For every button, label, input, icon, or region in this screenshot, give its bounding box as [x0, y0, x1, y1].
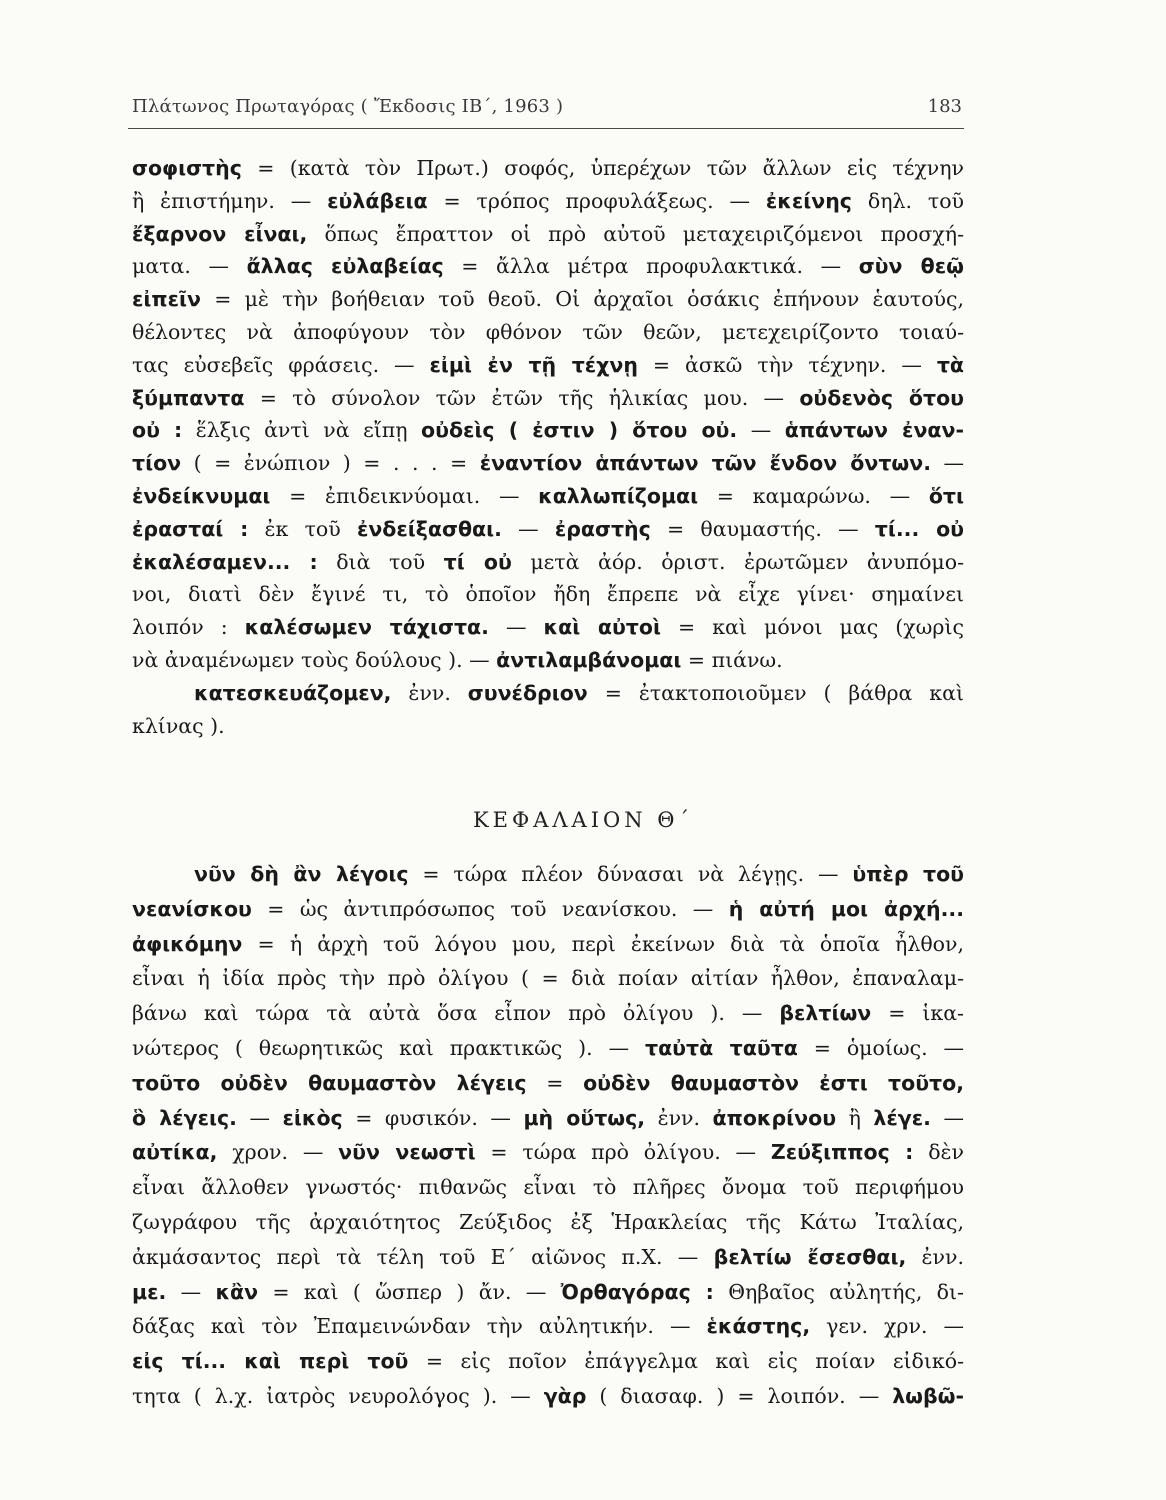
text-line — [132, 1344, 964, 1379]
lemma: αὐτίκα, — [132, 1140, 218, 1165]
gloss-text: = τὸ σύνολον τῶν ἐτῶν τῆς ἡλικίας μου. — — [244, 385, 800, 410]
gloss-text: ἢ ἐπιστήμην. — — [132, 188, 328, 213]
lemma: ὑπὲρ τοῦ — [852, 862, 964, 886]
gloss-text: νοι, διατὶ δὲν ἔγινέ τι, τὸ ὁποῖον ἤδη ἔπρεπε νὰ εἶχε γίνει· σημαίνει — [132, 582, 964, 607]
text-line — [132, 961, 964, 996]
lemma: εἰπεῖν — [132, 287, 201, 312]
lemma: ἀντιλαμβάνομαι — [496, 647, 682, 672]
text-line — [132, 152, 964, 185]
text-line — [132, 447, 964, 480]
running-header — [132, 96, 962, 126]
lemma: καλέσωμεν τάχιστα. — [244, 615, 489, 640]
gloss-text: = ἡ ἀρχὴ τοῦ λόγου μου, περὶ ἐκείνων διὰ τὰ ὁποῖα ἦλθον, — [242, 931, 964, 956]
gloss-text: εἶναι ἄλλοθεν γνωστός· πιθανῶς εἶναι τὸ πλῆρες ὄνομα τοῦ περιφήμου — [132, 1175, 964, 1200]
text-line — [132, 611, 964, 644]
gloss-text: δάξας καὶ τὸν Ἐπαμεινώνδαν τὴν αὐλητικήν. — — [132, 1314, 707, 1339]
gloss-text: — — [501, 516, 555, 541]
lemma: καλλωπίζομαι — [538, 483, 699, 508]
gloss-text: = ἄλλα μέτρα προφυλακτικά. — — [443, 254, 859, 279]
gloss-text: — — [166, 1279, 216, 1304]
commentary-section-2 — [132, 857, 964, 1414]
lemma: σοφιστὴς — [132, 156, 242, 180]
gloss-text: ζωγράφου τῆς ἀρχαιότητος Ζεύξιδος ἐξ Ἡρακλείας τῆς Κάτω Ἰταλίας, — [132, 1209, 964, 1234]
gloss-text: — — [930, 451, 964, 476]
gloss-text: = εἰς ποῖον ἐπάγγελμα καὶ εἰς ποίαν εἰδικό- — [408, 1349, 964, 1374]
lemma: τί οὐ — [443, 549, 512, 574]
gloss-text: εἶναι ἡ ἰδία πρὸς τὴν πρὸ ὀλίγου ( = διὰ ποίαν αἰτίαν ἦλθον, ἐπαναλαμ- — [132, 966, 964, 991]
lemma: κατεσκευάζομεν, — [194, 680, 392, 705]
text-line — [132, 927, 964, 962]
text-line — [132, 1379, 964, 1414]
gloss-text: ματα. — — [132, 254, 247, 279]
lemma: Ὀρθαγόρας : — [560, 1279, 714, 1304]
lemma: συνέδριον — [467, 680, 588, 705]
text-line — [132, 1205, 964, 1240]
gloss-text: νὰ ἀναμένωμεν τοὺς δούλους ). — — [132, 647, 497, 672]
gloss-text: θέλοντες νὰ ἀποφύγουν τὸν φθόνον τῶν θεῶν, μετεχειρίζοντο τοιαύ- — [132, 319, 964, 344]
lemma: ἐνδείξασθαι. — [356, 516, 502, 541]
gloss-text: — — [236, 1105, 283, 1130]
lemma: εὐλάβεια — [327, 188, 428, 213]
lemma: νῦν δὴ ἂν λέγοις — [194, 862, 409, 886]
gloss-text: δηλ. τοῦ — [851, 188, 964, 213]
gloss-text: = μὲ τὴν βοήθειαν τοῦ θεοῦ. Οἱ ἀρχαῖοι ὁσάκις ἐπήνουν ἑαυτούς, — [200, 287, 964, 312]
text-line — [132, 644, 964, 677]
lemma: εἰκὸς — [282, 1105, 343, 1130]
gloss-text: ὅπως ἔπραττον οἱ πρὸ αὐτοῦ μεταχειριζόμενοι προσχή- — [307, 221, 964, 246]
lemma: εἰμὶ ἐν τῇ τέχνῃ — [429, 352, 638, 377]
lemma: με. — [132, 1279, 167, 1304]
gloss-text: ἐνν. — [906, 1244, 964, 1269]
gloss-text: ἀκμάσαντος περὶ τὰ τέλη τοῦ Ε΄ αἰῶνος π.Χ. — — [132, 1244, 714, 1269]
gloss-text: = τρόπος προφυλάξεως. — — [427, 188, 766, 213]
lemma: ἀφικόμην — [132, 931, 243, 956]
text-line — [132, 1170, 964, 1205]
gloss-text: χρον. — — [217, 1140, 339, 1165]
gloss-text: ἢ — [836, 1105, 874, 1130]
lemma: οὐδενὸς ὅτου — [799, 385, 964, 410]
text-line — [132, 316, 964, 349]
lemma: τοῦτο οὐδὲν θαυμαστὸν λέγεις — [132, 1070, 527, 1095]
gloss-text: τας εὐσεβεῖς φράσεις. — — [132, 352, 430, 377]
lemma: ταὐτὰ ταῦτα — [644, 1035, 798, 1060]
text-line — [132, 857, 964, 892]
gloss-text: γεν. χρν. — — [810, 1314, 964, 1339]
gloss-text: = (κατὰ τὸν Πρωτ.) σοφός, ὑπερέχων τῶν ἄλλων εἰς τέχνην — [241, 156, 964, 180]
lemma: ἐρασταί : — [132, 516, 249, 541]
lemma: ἑκάστης, — [706, 1314, 811, 1339]
lemma: τὰ — [936, 352, 964, 377]
text-line — [132, 218, 964, 251]
chapter-heading: ΚΕΦΑΛΑΙΟΝ Θ΄ — [472, 808, 693, 832]
gloss-text: βάνω καὶ τώρα τὰ αὐτὰ ὅσα εἶπον πρὸ ὀλίγου ). — — [132, 1001, 780, 1026]
lemma: Ζεύξιππος : — [770, 1140, 914, 1165]
lemma: τίον — [132, 451, 182, 476]
lemma: καὶ αὐτοὶ — [543, 615, 661, 640]
text-line — [132, 283, 964, 316]
text-line — [132, 1066, 964, 1101]
text-line — [132, 710, 964, 743]
text-line — [132, 1031, 964, 1066]
gloss-text: = πιάνω. — [681, 647, 783, 672]
lemma: ξύμπαντα — [132, 385, 245, 410]
gloss-text: = θαυμαστής. — — [650, 516, 875, 541]
lemma: βελτίω ἔσεσθαι, — [713, 1244, 907, 1269]
text-line — [132, 1101, 964, 1136]
lemma: νῦν νεωστὶ — [338, 1140, 476, 1165]
gloss-text: τητα ( λ.χ. ἰατρὸς νευρολόγος ). — — [132, 1383, 544, 1408]
gloss-text: — — [737, 418, 785, 443]
gloss-text: = καμαρώνω. — — [698, 483, 929, 508]
gloss-text: = τώρα πλέον δύνασαι νὰ λέγῃς. — — [408, 862, 853, 886]
text-line — [132, 349, 964, 382]
gloss-text: = καὶ ( ὥσπερ ) ἄν. — — [258, 1279, 561, 1304]
gloss-text: κλίνας ). — [132, 713, 225, 738]
text-line — [132, 1240, 964, 1275]
lemma: ὅτι — [928, 483, 964, 508]
text-line — [132, 578, 964, 611]
gloss-text: — — [488, 615, 544, 640]
lemma: ἀποκρίνου — [712, 1105, 837, 1130]
gloss-text: = ὁμοίως. — — [797, 1035, 964, 1060]
running-title: Πλάτωνος Πρωταγόρας ( Ἔκδοσις ΙΒ΄, 1963 ) — [132, 96, 564, 117]
gloss-text: ἕλξις ἀντὶ νὰ εἴπῃ — [182, 418, 422, 443]
lemma: γὰρ — [543, 1383, 587, 1408]
text-line — [132, 1135, 964, 1170]
lemma: ἐναντίον ἁπάντων τῶν ἔνδον ὄντων. — [479, 451, 931, 476]
lemma: λέγε. — [873, 1105, 931, 1130]
gloss-text: νώτερος ( θεωρητικῶς καὶ πρακτικῶς ). — — [132, 1035, 645, 1060]
lemma: ἡ αὐτή μοι ἀρχή... — [728, 896, 964, 921]
page-number: 183 — [927, 96, 962, 117]
text-line — [132, 892, 964, 927]
gloss-text: = ὡς ἀντιπρόσωπος τοῦ νεανίσκου. — — [251, 896, 729, 921]
lemma: εἰς τί... καὶ περὶ τοῦ — [132, 1349, 409, 1374]
text-line — [132, 1275, 964, 1310]
lemma: ἐνδείκνυμαι — [132, 483, 271, 508]
text-line — [132, 677, 964, 710]
gloss-text: ( διασαφ. ) = λοιπόν. — — [586, 1383, 893, 1408]
lemma: οὐδὲν θαυμαστὸν ἐστι τοῦτο, — [583, 1070, 964, 1095]
lemma: ἔξαρνον εἶναι, — [132, 221, 308, 246]
text-line — [132, 382, 964, 415]
lemma: νεανίσκου — [132, 896, 252, 921]
text-line — [132, 250, 964, 283]
gloss-text: = φυσικόν. — — [342, 1105, 524, 1130]
lemma: μὴ οὕτως, — [523, 1105, 646, 1130]
gloss-text: μετὰ ἀόρ. ὁριστ. ἐρωτῶμεν ἀνυπόμο- — [511, 549, 964, 574]
gloss-text: Θηβαῖος αὐλητής, δι- — [713, 1279, 964, 1304]
header-rule — [128, 128, 964, 129]
text-line — [132, 513, 964, 546]
lemma: τί... οὐ — [874, 516, 964, 541]
gloss-text: δὲν — [913, 1140, 964, 1165]
text-line — [132, 546, 964, 579]
lemma: ἁπάντων ἐναν- — [784, 418, 964, 443]
gloss-text: = ἐπιδεικνύομαι. — — [270, 483, 539, 508]
lemma: λωβῶ- — [892, 1383, 964, 1408]
gloss-text: λοιπόν : — [132, 615, 245, 640]
lemma: ἐκείνης — [765, 188, 852, 213]
lemma: οὐδεὶς ( ἐστιν ) ὅτου οὐ. — [421, 418, 738, 443]
lemma: κἂν — [215, 1279, 259, 1304]
lemma: ἐραστὴς — [554, 516, 651, 541]
gloss-text: — — [930, 1105, 964, 1130]
commentary-section-1 — [132, 152, 964, 742]
gloss-text: = ἱκα- — [871, 1001, 964, 1026]
lemma: ἄλλας εὐλαβείας — [246, 254, 444, 279]
text-line — [132, 185, 964, 218]
gloss-text: ( = ἐνώπιον ) = . . . = — [181, 451, 480, 476]
text-line — [132, 480, 964, 513]
lemma: οὐ : — [132, 418, 183, 443]
gloss-text: = τώρα πρὸ ὀλίγου. — — [475, 1140, 771, 1165]
gloss-text: = καὶ μόνοι μας (χωρὶς — [660, 615, 964, 640]
gloss-text: = — [526, 1070, 584, 1095]
gloss-text: διὰ τοῦ — [317, 549, 444, 574]
text-line — [132, 1309, 964, 1344]
lemma: σὺν θεῷ — [858, 254, 964, 279]
lemma: ἐκαλέσαμεν... : — [132, 549, 318, 574]
gloss-text: ἐνν. — [391, 680, 468, 705]
text-line — [132, 414, 964, 447]
gloss-text: = ἀσκῶ τὴν τέχνην. — — [637, 352, 937, 377]
text-line — [132, 996, 964, 1031]
gloss-text: ἐκ τοῦ — [248, 516, 357, 541]
lemma: βελτίων — [779, 1001, 872, 1026]
lemma: ὃ λέγεις. — [132, 1105, 237, 1130]
gloss-text: ἐνν. — [645, 1105, 713, 1130]
gloss-text: = ἐτακτοποιοῦμεν ( βάθρα καὶ — [587, 680, 964, 705]
